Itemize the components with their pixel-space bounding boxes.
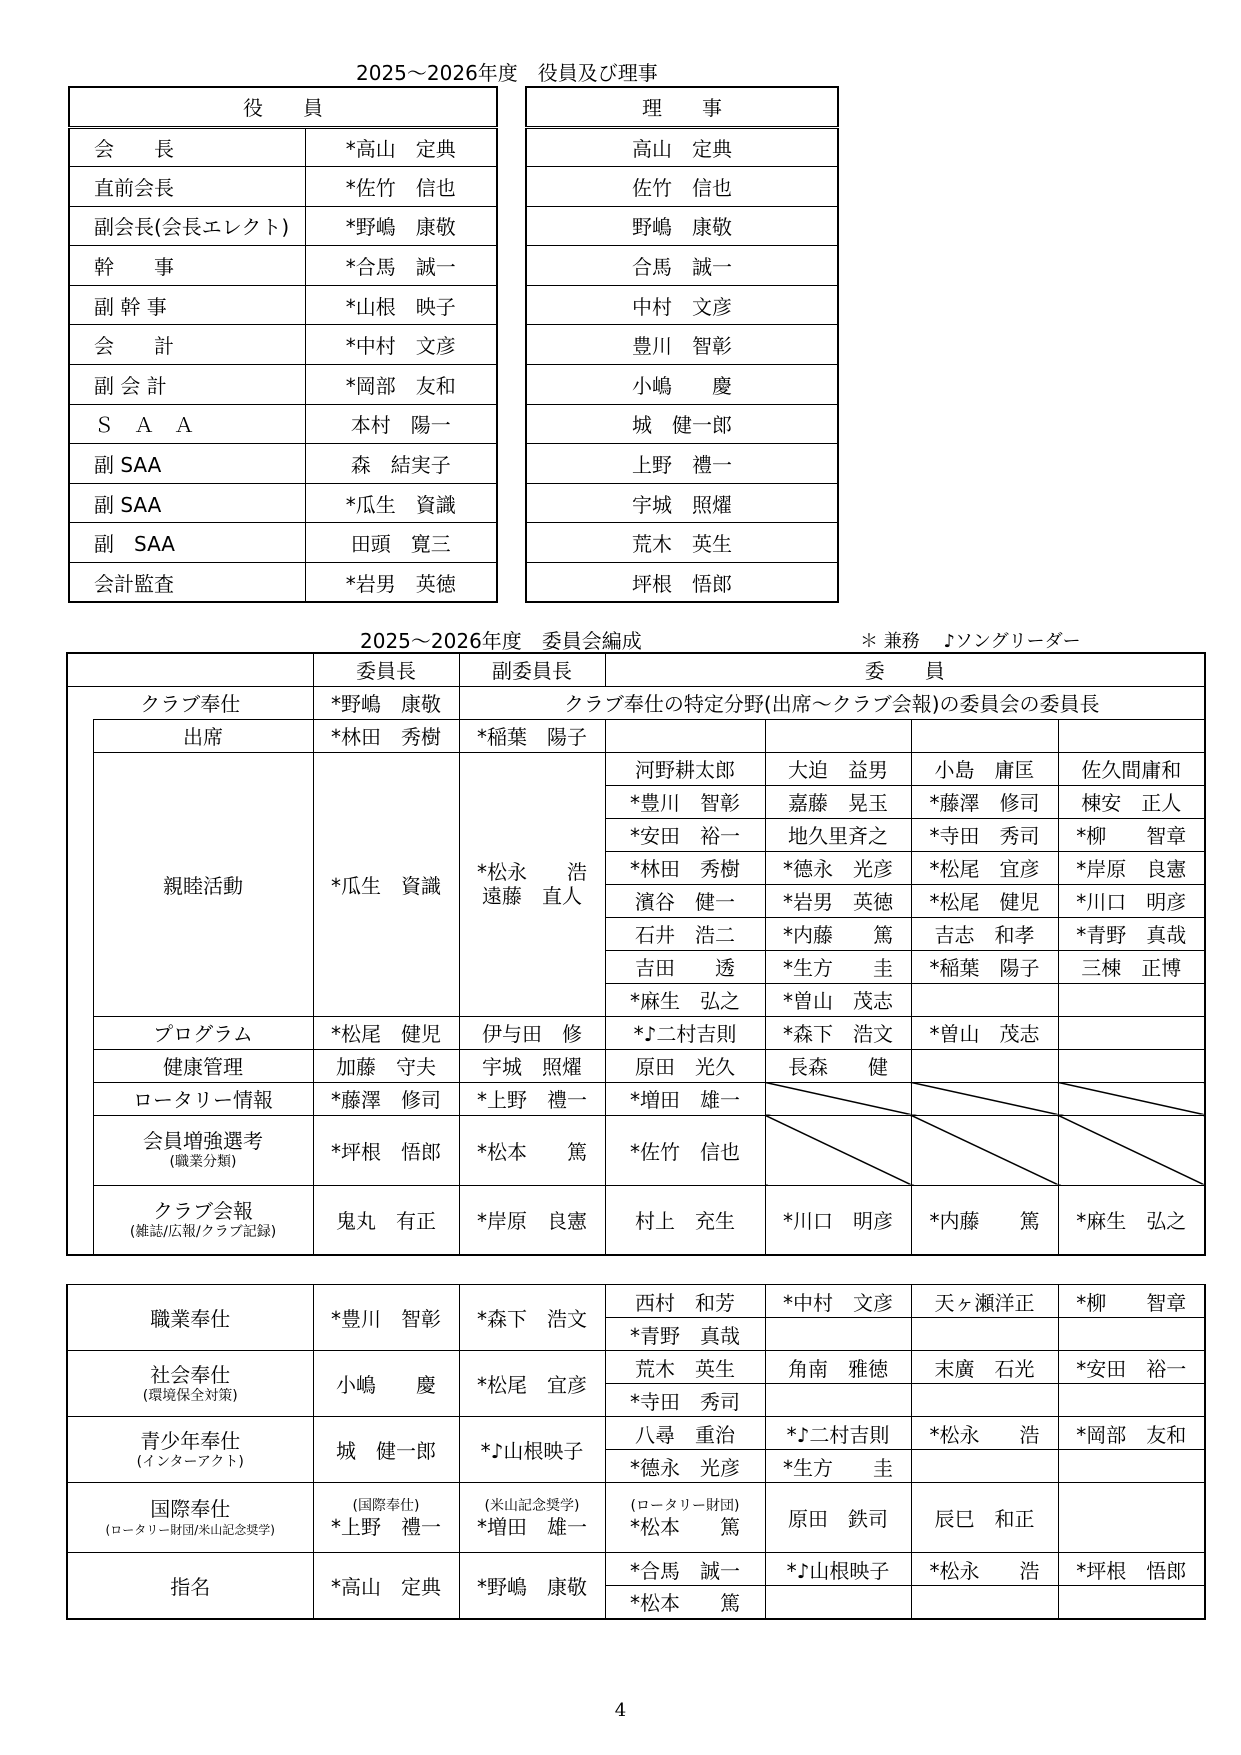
member-cell: *中村 文彦 — [765, 1285, 911, 1318]
member-cell: *佐竹 信也 — [605, 1115, 765, 1185]
officer-row — [69, 563, 497, 603]
member-cell — [1058, 1384, 1205, 1417]
bulletin-title: クラブ会報 — [153, 1198, 253, 1223]
health-chair: 加藤 守夫 — [313, 1049, 459, 1082]
member-cell — [911, 1586, 1058, 1619]
member-cell — [911, 983, 1058, 1016]
member-cell: 荒木 英生 — [605, 1351, 765, 1384]
empty-slash-cell — [911, 1115, 1058, 1185]
officer-role: 副 会 計 — [69, 365, 305, 405]
officer-name: 田頭 寛三 — [305, 523, 497, 563]
officer-role: 会計監査 — [69, 563, 305, 603]
officer-name: *岩男 英徳 — [305, 563, 497, 603]
member-cell: *坪根 悟郎 — [1058, 1553, 1205, 1586]
member-cell: 大迫 益男 — [765, 752, 911, 785]
community-title: 社会奉仕 — [150, 1362, 231, 1387]
membership-title: 会員増強選考 — [143, 1129, 263, 1153]
member-cell — [765, 1318, 911, 1351]
international-member-1 — [605, 1483, 765, 1553]
member-cell — [1058, 1318, 1205, 1351]
officer-row — [69, 523, 497, 563]
board-member: 佐竹 信也 — [526, 167, 838, 207]
attendance-vice: *稲葉 陽子 — [459, 719, 605, 752]
member-cell — [1058, 1450, 1205, 1483]
program-chair: *松尾 健児 — [313, 1016, 459, 1049]
member-cell: *青野 真哉 — [605, 1318, 765, 1351]
officer-row — [69, 404, 497, 444]
officer-row — [69, 246, 497, 286]
nomination-chair: *高山 定典 — [313, 1553, 459, 1619]
board-row — [526, 325, 838, 365]
attendance-member — [765, 719, 911, 752]
officer-role: 副会長(会長エレクト) — [69, 206, 305, 246]
officer-role: 会 長 — [69, 127, 305, 167]
member-cell — [765, 1384, 911, 1417]
member-cell: 佐久間庸和 — [1058, 752, 1205, 785]
nomination-name: 指名 — [67, 1553, 313, 1619]
officer-name: *山根 映子 — [305, 285, 497, 325]
member-cell: *曽山 茂志 — [765, 983, 911, 1016]
fellowship-vice — [459, 752, 605, 1016]
member-cell: *岸原 良憲 — [1058, 851, 1205, 884]
board-row — [526, 483, 838, 523]
board-row — [526, 404, 838, 444]
board-member: 小嶋 慶 — [526, 365, 838, 405]
vocational-vice: *森下 浩文 — [459, 1285, 605, 1351]
program-vice: 伊与田 修 — [459, 1016, 605, 1049]
member-cell: *松尾 健児 — [911, 884, 1058, 917]
member-cell — [1058, 1016, 1205, 1049]
international-vice-name: *増田 雄一 — [477, 1514, 587, 1539]
bulletin-chair: 鬼丸 有正 — [313, 1185, 459, 1255]
member-cell: *岡部 友和 — [1058, 1417, 1205, 1450]
board-member: 上野 禮一 — [526, 444, 838, 484]
member-cell: *安田 裕一 — [1058, 1351, 1205, 1384]
member-cell: 棟安 正人 — [1058, 785, 1205, 818]
officer-name: *高山 定典 — [305, 127, 497, 167]
officer-row — [69, 127, 497, 167]
health-vice: 宇城 照燿 — [459, 1049, 605, 1082]
officers-header: 役 員 — [69, 87, 497, 127]
officer-role: 直前会長 — [69, 167, 305, 207]
empty-slash-cell — [1058, 1082, 1205, 1115]
international-chair — [313, 1483, 459, 1553]
officer-row — [69, 325, 497, 365]
board-row — [526, 444, 838, 484]
member-cell — [911, 1049, 1058, 1082]
officer-role: 副 SAA — [69, 444, 305, 484]
youth-vice: *♪山根映子 — [459, 1417, 605, 1483]
board-member: 荒木 英生 — [526, 523, 838, 563]
board-header: 理 事 — [526, 87, 838, 127]
empty-slash-cell — [911, 1082, 1058, 1115]
board-row — [526, 285, 838, 325]
member-cell: 三棟 正博 — [1058, 950, 1205, 983]
member-cell: *松尾 宜彦 — [911, 851, 1058, 884]
member-cell — [1058, 1049, 1205, 1082]
board-member: 高山 定典 — [526, 127, 838, 167]
attendance-member — [1058, 719, 1205, 752]
board-member: 合馬 誠一 — [526, 246, 838, 286]
officer-name: *中村 文彦 — [305, 325, 497, 365]
officer-role: 会 計 — [69, 325, 305, 365]
club-service-desc: クラブ奉仕の特定分野(出席～クラブ会報)の委員会の委員長 — [459, 686, 1205, 719]
board-row — [526, 206, 838, 246]
board-member: 野嶋 康敬 — [526, 206, 838, 246]
committee-table — [66, 652, 1206, 1256]
member-cell: 西村 和芳 — [605, 1285, 765, 1318]
officer-row — [69, 444, 497, 484]
member-cell: 河野耕太郎 — [605, 752, 765, 785]
board-row — [526, 563, 838, 603]
member-cell: *柳 智章 — [1058, 1285, 1205, 1318]
officer-name: 本村 陽一 — [305, 404, 497, 444]
fellowship-name: 親睦活動 — [93, 752, 313, 1016]
international-vice-sub: (米山記念奨学) — [484, 1497, 580, 1514]
member-cell: *♪二村吉則 — [765, 1417, 911, 1450]
community-sub: (環境保全対策) — [142, 1387, 238, 1404]
international-m1-sub: (ロータリー財団) — [630, 1497, 740, 1514]
member-cell: 吉田 透 — [605, 950, 765, 983]
international-vice — [459, 1483, 605, 1553]
international-sub: (ロータリー財団/米山記念奨学) — [105, 1522, 275, 1537]
member-cell: *藤澤 修司 — [911, 785, 1058, 818]
empty-slash-cell — [765, 1115, 911, 1185]
attendance-chair: *林田 秀樹 — [313, 719, 459, 752]
nomination-vice: *野嶋 康敬 — [459, 1553, 605, 1619]
youth-chair: 城 健一郎 — [313, 1417, 459, 1483]
board-row — [526, 365, 838, 405]
empty-slash-cell — [765, 1082, 911, 1115]
page-number: 4 — [614, 1700, 627, 1721]
member-cell: *川口 明彦 — [1058, 884, 1205, 917]
header-chair: 委員長 — [313, 653, 459, 686]
member-cell: *内藤 篤 — [911, 1185, 1058, 1255]
member-cell: 辰巳 和正 — [911, 1483, 1058, 1553]
member-cell: *生方 圭 — [765, 950, 911, 983]
member-cell: *稲葉 陽子 — [911, 950, 1058, 983]
community-chair: 小嶋 慶 — [313, 1351, 459, 1417]
member-cell: *松永 浩 — [911, 1417, 1058, 1450]
member-cell: 濱谷 健一 — [605, 884, 765, 917]
attendance-member — [605, 719, 765, 752]
member-cell: *♪二村吉則 — [605, 1016, 765, 1049]
board-member: 中村 文彦 — [526, 285, 838, 325]
officers-table — [68, 86, 498, 603]
member-cell — [1058, 1483, 1205, 1553]
officer-role: 副 SAA — [69, 483, 305, 523]
membership-name — [93, 1115, 313, 1185]
youth-name — [67, 1417, 313, 1483]
membership-chair: *坪根 悟郎 — [313, 1115, 459, 1185]
officer-row — [69, 167, 497, 207]
member-cell: 天ヶ瀬洋正 — [911, 1285, 1058, 1318]
member-cell: *曽山 茂志 — [911, 1016, 1058, 1049]
header-blank — [67, 653, 313, 686]
rotary-info-vice: *上野 禮一 — [459, 1082, 605, 1115]
club-service-chair: *野嶋 康敬 — [313, 686, 459, 719]
board-row — [526, 167, 838, 207]
officer-name: *佐竹 信也 — [305, 167, 497, 207]
bulletin-sub: (雑誌/広報/クラブ記録) — [129, 1223, 277, 1240]
fellowship-vice-2: 遠藤 直人 — [482, 884, 582, 908]
member-cell — [1058, 1586, 1205, 1619]
member-cell — [911, 1318, 1058, 1351]
header-vice: 副委員長 — [459, 653, 605, 686]
officer-name: 森 結実子 — [305, 444, 497, 484]
youth-title: 青少年奉仕 — [140, 1428, 241, 1453]
member-cell: *林田 秀樹 — [605, 851, 765, 884]
officer-row — [69, 206, 497, 246]
officer-row — [69, 483, 497, 523]
member-cell: *安田 裕一 — [605, 818, 765, 851]
member-cell: *柳 智章 — [1058, 818, 1205, 851]
board-table — [525, 86, 839, 603]
membership-sub: (職業分類) — [169, 1154, 237, 1170]
community-name — [67, 1351, 313, 1417]
member-cell: *♪山根映子 — [765, 1553, 911, 1586]
empty-slash-cell — [1058, 1115, 1205, 1185]
member-cell: *寺田 秀司 — [605, 1384, 765, 1417]
officer-name: *岡部 友和 — [305, 365, 497, 405]
officer-name: *瓜生 資識 — [305, 483, 497, 523]
board-row — [526, 127, 838, 167]
member-cell: *麻生 弘之 — [605, 983, 765, 1016]
vocational-chair: *豊川 智彰 — [313, 1285, 459, 1351]
international-chair-sub: (国際奉仕) — [352, 1497, 420, 1514]
fellowship-vice-1: *松永 浩 — [477, 860, 587, 884]
rotary-info-chair: *藤澤 修司 — [313, 1082, 459, 1115]
member-cell: *青野 真哉 — [1058, 917, 1205, 950]
member-cell: *德永 光彦 — [605, 1450, 765, 1483]
community-vice: *松尾 宜彦 — [459, 1351, 605, 1417]
member-cell — [911, 1384, 1058, 1417]
member-cell: *内藤 篤 — [765, 917, 911, 950]
member-cell: 村上 充生 — [605, 1185, 765, 1255]
member-cell: *合馬 誠一 — [605, 1553, 765, 1586]
officer-row — [69, 365, 497, 405]
officer-role: 幹 事 — [69, 246, 305, 286]
member-cell: *森下 浩文 — [765, 1016, 911, 1049]
member-cell: 地久里斉之 — [765, 818, 911, 851]
international-chair-name: *上野 禮一 — [331, 1514, 441, 1539]
member-cell — [765, 1586, 911, 1619]
member-cell: 嘉藤 晃玉 — [765, 785, 911, 818]
officer-role: 副 SAA — [69, 523, 305, 563]
officer-name: *野嶋 康敬 — [305, 206, 497, 246]
member-cell — [911, 1450, 1058, 1483]
officer-name: *合馬 誠一 — [305, 246, 497, 286]
attendance-member — [911, 719, 1058, 752]
international-m1-name: *松本 篤 — [630, 1514, 740, 1539]
member-cell — [1058, 983, 1205, 1016]
membership-vice: *松本 篤 — [459, 1115, 605, 1185]
international-name — [67, 1483, 313, 1553]
member-cell: 吉志 和孝 — [911, 917, 1058, 950]
vocational-name: 職業奉仕 — [67, 1285, 313, 1351]
board-member: 坪根 悟郎 — [526, 563, 838, 603]
member-cell: 長森 健 — [765, 1049, 911, 1082]
youth-sub: (インターアクト) — [136, 1453, 244, 1470]
officer-role: Ｓ Ａ Ａ — [69, 404, 305, 444]
board-member: 宇城 照燿 — [526, 483, 838, 523]
health-name: 健康管理 — [93, 1049, 313, 1082]
member-cell: 八尋 重治 — [605, 1417, 765, 1450]
service-table — [66, 1284, 1206, 1620]
member-cell: *松永 浩 — [911, 1553, 1058, 1586]
board-row — [526, 246, 838, 286]
member-cell: 原田 鉄司 — [765, 1483, 911, 1553]
member-cell: *増田 雄一 — [605, 1082, 765, 1115]
officer-role: 副 幹 事 — [69, 285, 305, 325]
club-service-bracket — [67, 719, 93, 1255]
member-cell: 角南 雅徳 — [765, 1351, 911, 1384]
officers-title: 2025～2026年度 役員及び理事 — [356, 61, 658, 85]
member-cell: 末廣 石光 — [911, 1351, 1058, 1384]
member-cell: *川口 明彦 — [765, 1185, 911, 1255]
member-cell: *德永 光彦 — [765, 851, 911, 884]
member-cell: *豊川 智彰 — [605, 785, 765, 818]
header-members: 委 員 — [605, 653, 1205, 686]
member-cell: 原田 光久 — [605, 1049, 765, 1082]
member-cell: *寺田 秀司 — [911, 818, 1058, 851]
rotary-info-name: ロータリー情報 — [93, 1082, 313, 1115]
officer-row — [69, 285, 497, 325]
member-cell: 石井 浩二 — [605, 917, 765, 950]
member-cell: 小島 庸匡 — [911, 752, 1058, 785]
member-cell: *生方 圭 — [765, 1450, 911, 1483]
board-member: 城 健一郎 — [526, 404, 838, 444]
attendance-name: 出席 — [93, 719, 313, 752]
member-cell: *麻生 弘之 — [1058, 1185, 1205, 1255]
fellowship-chair: *瓜生 資識 — [313, 752, 459, 1016]
international-title: 国際奉仕 — [150, 1496, 231, 1521]
club-service-name: クラブ奉仕 — [67, 686, 313, 719]
legend-note: ＊ 兼務 ♪ソングリーダー — [860, 631, 1081, 652]
bulletin-vice: *岸原 良憲 — [459, 1185, 605, 1255]
member-cell: *岩男 英徳 — [765, 884, 911, 917]
program-name: プログラム — [93, 1016, 313, 1049]
committees-title: 2025～2026年度 委員会編成 — [360, 629, 642, 653]
bulletin-name — [93, 1185, 313, 1255]
board-row — [526, 523, 838, 563]
board-member: 豊川 智彰 — [526, 325, 838, 365]
member-cell: *松本 篤 — [605, 1586, 765, 1619]
